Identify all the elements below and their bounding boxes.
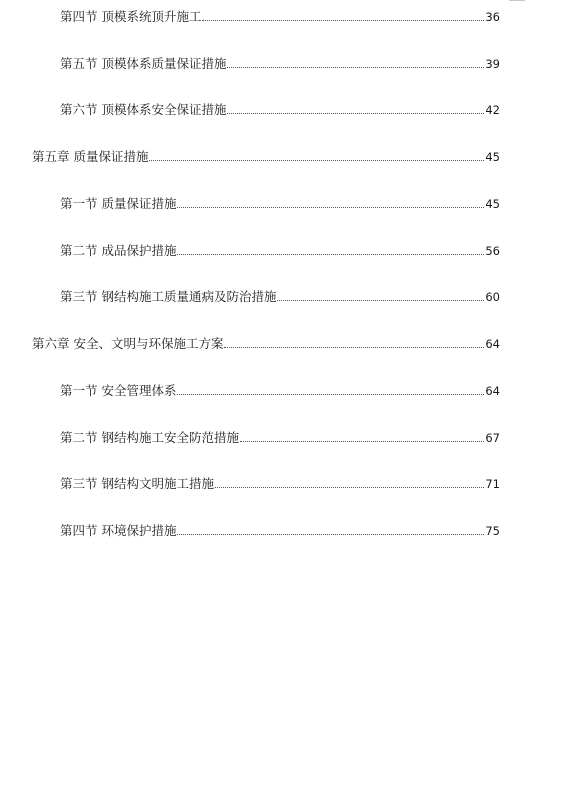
toc-dot-leader xyxy=(177,207,484,208)
toc-entry-label: 第二节 钢结构施工安全防范措施 xyxy=(60,430,239,445)
toc-entry[interactable] xyxy=(60,194,500,212)
toc-entry-label: 第五章 质量保证措施 xyxy=(32,149,149,164)
toc-entry[interactable] xyxy=(60,54,500,72)
toc-dot-leader xyxy=(177,254,484,255)
toc-entry[interactable] xyxy=(60,381,500,399)
toc-page-number: 64 xyxy=(485,337,500,351)
toc-entry-label: 第四节 顶模系统顶升施工 xyxy=(60,9,202,24)
toc-entry[interactable] xyxy=(60,7,500,25)
toc-dot-leader xyxy=(177,534,484,535)
toc-page-number: 45 xyxy=(485,197,500,211)
toc-entry-label: 第六节 顶模体系安全保证措施 xyxy=(60,102,227,117)
toc-entry[interactable] xyxy=(60,100,500,118)
toc-page-number: 36 xyxy=(485,10,500,24)
toc-entry-label: 第一节 安全管理体系 xyxy=(60,383,177,398)
toc-page-number: 39 xyxy=(485,57,500,71)
toc-entry-chapter[interactable] xyxy=(32,147,500,165)
toc-dot-leader xyxy=(149,160,484,161)
toc-dot-leader xyxy=(240,441,484,442)
toc-entry[interactable] xyxy=(60,241,500,259)
toc-page-number: 42 xyxy=(485,103,500,117)
toc-dot-leader xyxy=(224,347,484,348)
toc-entry-label: 第四节 环境保护措施 xyxy=(60,523,177,538)
toc-entry-label: 第二节 成品保护措施 xyxy=(60,243,177,258)
toc-dot-leader xyxy=(227,113,484,114)
toc-dot-leader xyxy=(227,67,484,68)
toc-dot-leader xyxy=(177,394,484,395)
toc-page-number: 45 xyxy=(485,150,500,164)
toc-entry-label: 第三节 钢结构施工质量通病及防治措施 xyxy=(60,289,277,304)
toc-entry[interactable] xyxy=(60,474,500,492)
toc-entry[interactable] xyxy=(60,521,500,539)
toc-entry-label: 第六章 安全、文明与环保施工方案 xyxy=(32,336,224,351)
toc-entry-label: 第一节 质量保证措施 xyxy=(60,196,177,211)
toc-dot-leader xyxy=(202,20,484,21)
toc-dot-leader xyxy=(277,300,484,301)
page-corner-mark xyxy=(509,0,525,1)
toc-page-number: 60 xyxy=(485,290,500,304)
toc-entry[interactable] xyxy=(60,428,500,446)
toc-page-number: 67 xyxy=(485,431,500,445)
toc-page-number: 71 xyxy=(485,477,500,491)
toc-entry-label: 第五节 顶模体系质量保证措施 xyxy=(60,56,227,71)
toc-page-number: 64 xyxy=(485,384,500,398)
toc-entry-chapter[interactable] xyxy=(32,334,500,352)
toc-entry-label: 第三节 钢结构文明施工措施 xyxy=(60,476,214,491)
toc-dot-leader xyxy=(215,487,484,488)
toc-page-number: 56 xyxy=(485,244,500,258)
toc-entry[interactable] xyxy=(60,287,500,305)
toc-page-number: 75 xyxy=(485,524,500,538)
